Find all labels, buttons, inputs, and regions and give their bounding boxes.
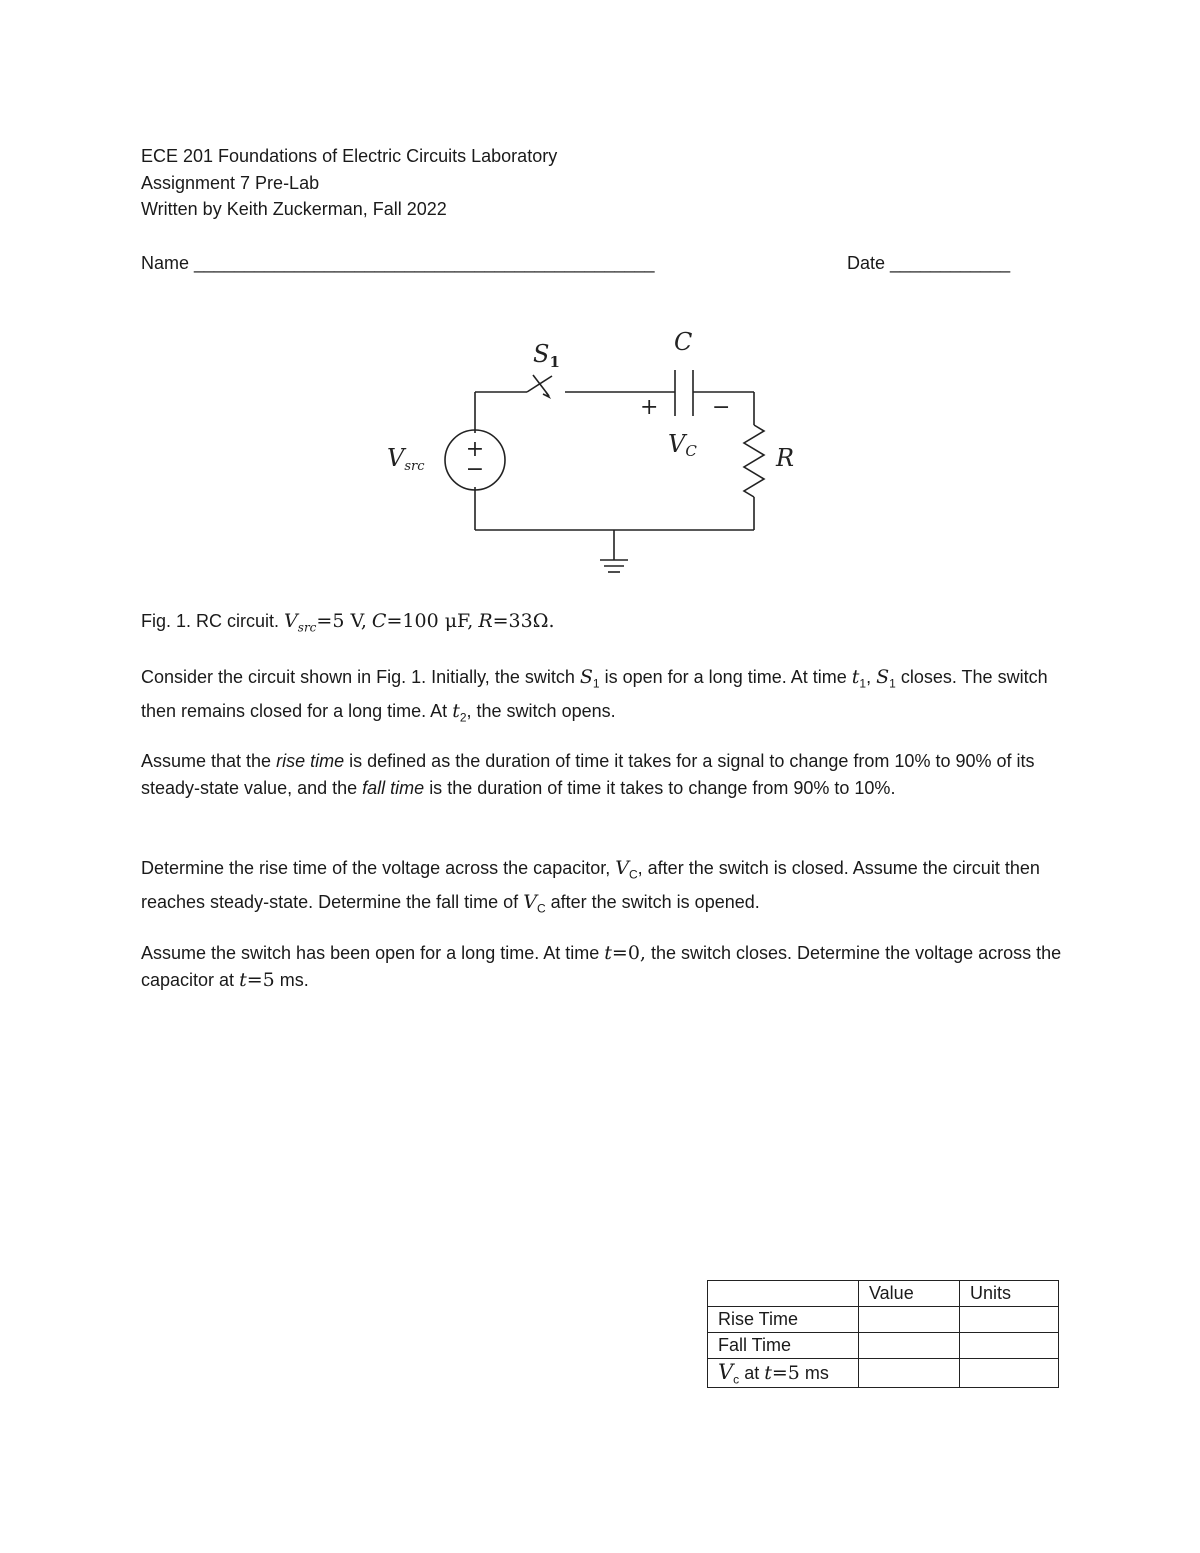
paragraph-4: Assume the switch has been open for a long time. At time t=0, the switch closes. Determine the voltage across the capacitor at t=5 ms. xyxy=(141,942,1062,991)
rise-time-units-cell[interactable] xyxy=(960,1307,1059,1333)
source-plus: + xyxy=(465,437,485,462)
label-vsrc: Vsrc xyxy=(387,444,425,474)
ground-symbol xyxy=(600,530,628,572)
capacitor-plus: + xyxy=(640,395,659,420)
table-header-cell xyxy=(708,1281,859,1307)
table-header-value: Value xyxy=(859,1281,960,1307)
table-row xyxy=(708,1359,1059,1388)
paragraph-1: Consider the circuit shown in Fig. 1. Initially, the switch $S_1$ is open for a long time. At time $t_1$, $S_1$ closes. The switch then remains closed for a long time. At $t_2$, the switch opens. xyxy=(141,666,1048,725)
label-r: R xyxy=(776,444,795,472)
date-label: Date xyxy=(847,253,886,273)
row-label-vc-at-5ms: $V_c$ at t=5 ms xyxy=(708,1359,859,1388)
paragraph-2: Assume that the rise time is defined as the duration of time it takes for a signal to change from 10% to 90% of its steady-state value, and the fall time is the duration of time it takes to change from 90% to 10%. xyxy=(141,751,1035,798)
answer-table xyxy=(707,1280,1059,1388)
switch-s1 xyxy=(527,375,552,397)
row-label-rise-time: Rise Time xyxy=(708,1307,859,1333)
table-header-units: Units xyxy=(960,1281,1059,1307)
label-vc: VC xyxy=(668,430,697,460)
fall-time-value-cell[interactable] xyxy=(859,1333,960,1359)
rise-time-value-cell[interactable] xyxy=(859,1307,960,1333)
row-label-fall-time: Fall Time xyxy=(708,1333,859,1359)
author-line: Written by Keith Zuckerman, Fall 2022 xyxy=(141,199,447,219)
fall-time-units-cell[interactable] xyxy=(960,1333,1059,1359)
name-label: Name xyxy=(141,253,190,273)
vc-value-cell[interactable] xyxy=(859,1359,960,1388)
vc-units-cell[interactable] xyxy=(960,1359,1059,1388)
name-blank: ______________________________________________ xyxy=(194,253,655,273)
assignment-title: Assignment 7 Pre-Lab xyxy=(141,173,320,193)
date-blank: ____________ xyxy=(890,253,1011,273)
label-s1: $S_1$ xyxy=(533,340,560,371)
figure-caption: Fig. 1. RC circuit. $V_{src}=5$ V, C=100 μF, R=33Ω. xyxy=(141,610,555,635)
rc-circuit-diagram xyxy=(0,0,1200,600)
capacitor-minus: − xyxy=(712,395,731,420)
paragraph-3: Determine the rise time of the voltage across the capacitor, $V_C$, after the switch is closed. Assume the circuit then reaches steady-state. Determine the fall time of $V_C$ after the switch is opened. xyxy=(141,857,1040,916)
capacitor-symbol xyxy=(675,370,693,416)
table-header-row xyxy=(708,1281,1059,1307)
table-row xyxy=(708,1333,1059,1359)
resistor-symbol xyxy=(744,425,764,497)
source-minus: − xyxy=(465,457,485,482)
label-c: C xyxy=(674,328,693,356)
table-row xyxy=(708,1307,1059,1333)
course-title: ECE 201 Foundations of Electric Circuits Laboratory xyxy=(141,146,558,166)
